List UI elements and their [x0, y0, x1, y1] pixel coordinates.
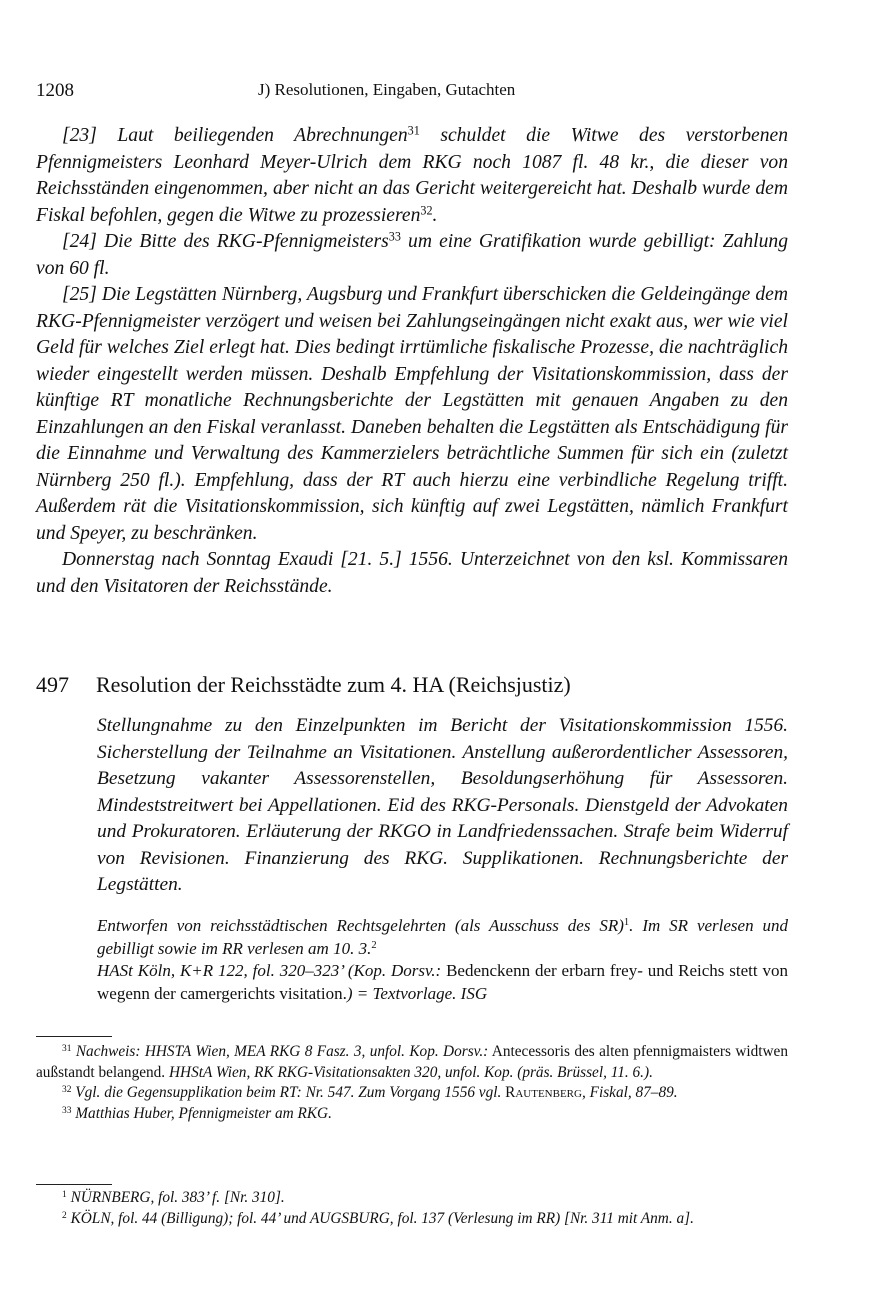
paragraph-text: [24] Die Bitte des RKG-Pfennigmeisters [62, 231, 389, 252]
archive-reference: ) = Textvorlage. ISG [346, 983, 488, 1003]
footnote-ref-32[interactable]: 32 [420, 202, 433, 217]
section-summary: Stellungnahme zu den Einzelpunkten im Bericht der Visitationskommission 1556. Sicherstellung der Teilnahme an Visitationen. Anstellung außerordentlicher Assessoren, Besetzung vakanter Assessorenstellen, Besoldungserhöhung für Assessoren. Mindeststreitwert bei Appellationen. Eid des RKG-Personals. Dienstgeld der Advokaten und Prokuratoren. Erläuterung der RKGO in Landfriedenssachen. Strafe beim Widerruf von Revisionen. Finanzierung des RKG. Supplikationen. Rechnungsberichte der Legstätten. [97, 715, 788, 895]
punctuation: . [432, 204, 438, 226]
running-header [36, 80, 788, 106]
paragraph-23 [36, 123, 788, 229]
footnote-text: HHStA Wien, RK RKG-Visitationsakten 320, unfol. Kop. (präs. Brüssel, 11. 6.). [168, 1063, 653, 1081]
dorsal-note: Bedenckenn der erbarn frey- und Reichs stett von wegenn der camergerichts visitation. [97, 961, 788, 1003]
paragraph-text: um eine Gratifikation wurde gebilligt: Zahlung von 60 fl. [36, 231, 788, 279]
footnote-32 [36, 1083, 788, 1104]
footnotes-numbered [36, 1042, 788, 1124]
footnote-31 [36, 1042, 788, 1083]
footnotes-apparatus [36, 1188, 788, 1229]
archive-reference: HASt Köln, K+R 122, fol. 320–323’ (Kop. Dorsv.: [97, 961, 447, 980]
footnote-text: Antecessoris des alten pfennigmaisters widtwen außstandt belangend. [36, 1043, 788, 1081]
apparatus-ref-1[interactable]: 1 [623, 917, 630, 929]
section-heading [36, 672, 571, 698]
drafting-note: . Im SR verlesen und gebilligt sowie im RR verlesen am 10. 3. [97, 916, 788, 958]
section-number: 497 [36, 672, 69, 697]
footnote-33 [36, 1104, 788, 1125]
footnote-mark: 2 [62, 1210, 67, 1221]
footnote-text: Vgl. die Gegensupplikation beim RT: Nr. 547. Zum Vorgang 1556 vgl. [75, 1084, 506, 1101]
apparatus-ref-2[interactable]: 2 [371, 939, 377, 951]
section-title: Resolution der Reichsstädte zum 4. HA (Reichsjustiz) [96, 672, 571, 697]
drafting-note: Entworfen von reichsstädtischen Rechtsgelehrten (als Ausschuss des SR) [97, 916, 624, 935]
source-note [97, 915, 788, 1005]
footnote-text: Matthias Huber, Pfennigmeister am RKG. [75, 1104, 332, 1122]
continued-text [36, 123, 788, 600]
footnote-ref-31[interactable]: 31 [407, 123, 420, 138]
page-number: 1208 [36, 80, 74, 101]
footnote-mark: 32 [62, 1084, 72, 1095]
footnote-mark: 1 [62, 1189, 67, 1200]
footnote-mark: 33 [62, 1105, 72, 1116]
apparatus-note-2 [36, 1209, 788, 1230]
paragraph-text: [23] Laut beiliegenden Abrechnungen [62, 125, 408, 146]
apparatus-note-1 [36, 1188, 788, 1209]
footnote-text: NÜRNBERG, fol. 383’ f. [Nr. 310]. [70, 1189, 285, 1206]
paragraph-24 [36, 229, 788, 282]
footnote-text: , Fiskal, 87–89. [581, 1084, 678, 1101]
apparatus-divider [36, 1184, 112, 1185]
footnote-text: Nachweis: HHSTA Wien, MEA RKG 8 Fasz. 3, unfol. Kop. Dorsv.: [75, 1043, 489, 1060]
footnote-ref-33[interactable]: 33 [388, 229, 401, 244]
paragraph-text: schuldet die Witwe des verstorbenen Pfennigmeisters Leonhard Meyer-Ulrich dem RKG noch 1087 fl. 48 kr., die dieser von Reichsständen eingenommen, aber nicht an das Gericht weitergereicht hat. Deshalb wurde dem Fiskal befohlen, gegen die Witwe zu prozessieren [36, 125, 788, 226]
closing-date-line: Donnerstag nach Sonntag Exaudi [21. 5.] 1556. Unterzeichnet von den ksl. Kommissaren und den Visitatoren der Reichsstände. [36, 549, 788, 597]
footnote-mark: 31 [62, 1043, 72, 1054]
author-name: Rautenberg [505, 1084, 582, 1101]
paragraph-25: [25] Die Legstätten Nürnberg, Augsburg und Frankfurt überschicken die Geldeingänge dem RKG-Pfennigmeister verzögert und weisen bei Zahlungseingängen nicht exakt aus, wer wie viel Geld für welches Ziel erlegt hat. Dies bedingt irrtümliche fiskalische Prozesse, die nachträglich wieder eingestellt werden müssen. Deshalb Empfehlung der Visitationskommission, dass der künftige RT monatliche Rechnungsberichte der Legstätten mit genauen Angaben zu den Einzahlungen an den Fiskal veranlasst. Daneben behalten die Legstätten als Entschädigung für die Einnahme und Verwaltung des Kammerzielers beträchtliche Summen für sich ein (zuletzt Nürnberg 250 fl.). Empfehlung, dass der RT auch hierzu eine verbindliche Regelung trifft. Außerdem rät die Visitationskommission, sich künftig auf zwei Legstätten, nämlich Frankfurt und Speyer, zu beschränken. [36, 284, 788, 544]
running-title: J) Resolutionen, Eingaben, Gutachten [258, 80, 516, 99]
footnote-divider [36, 1036, 112, 1037]
footnote-text: KÖLN, fol. 44 (Billigung); fol. 44’ und AUGSBURG, fol. 137 (Verlesung im RR) [Nr. 311 mit Anm. a]. [70, 1209, 694, 1227]
